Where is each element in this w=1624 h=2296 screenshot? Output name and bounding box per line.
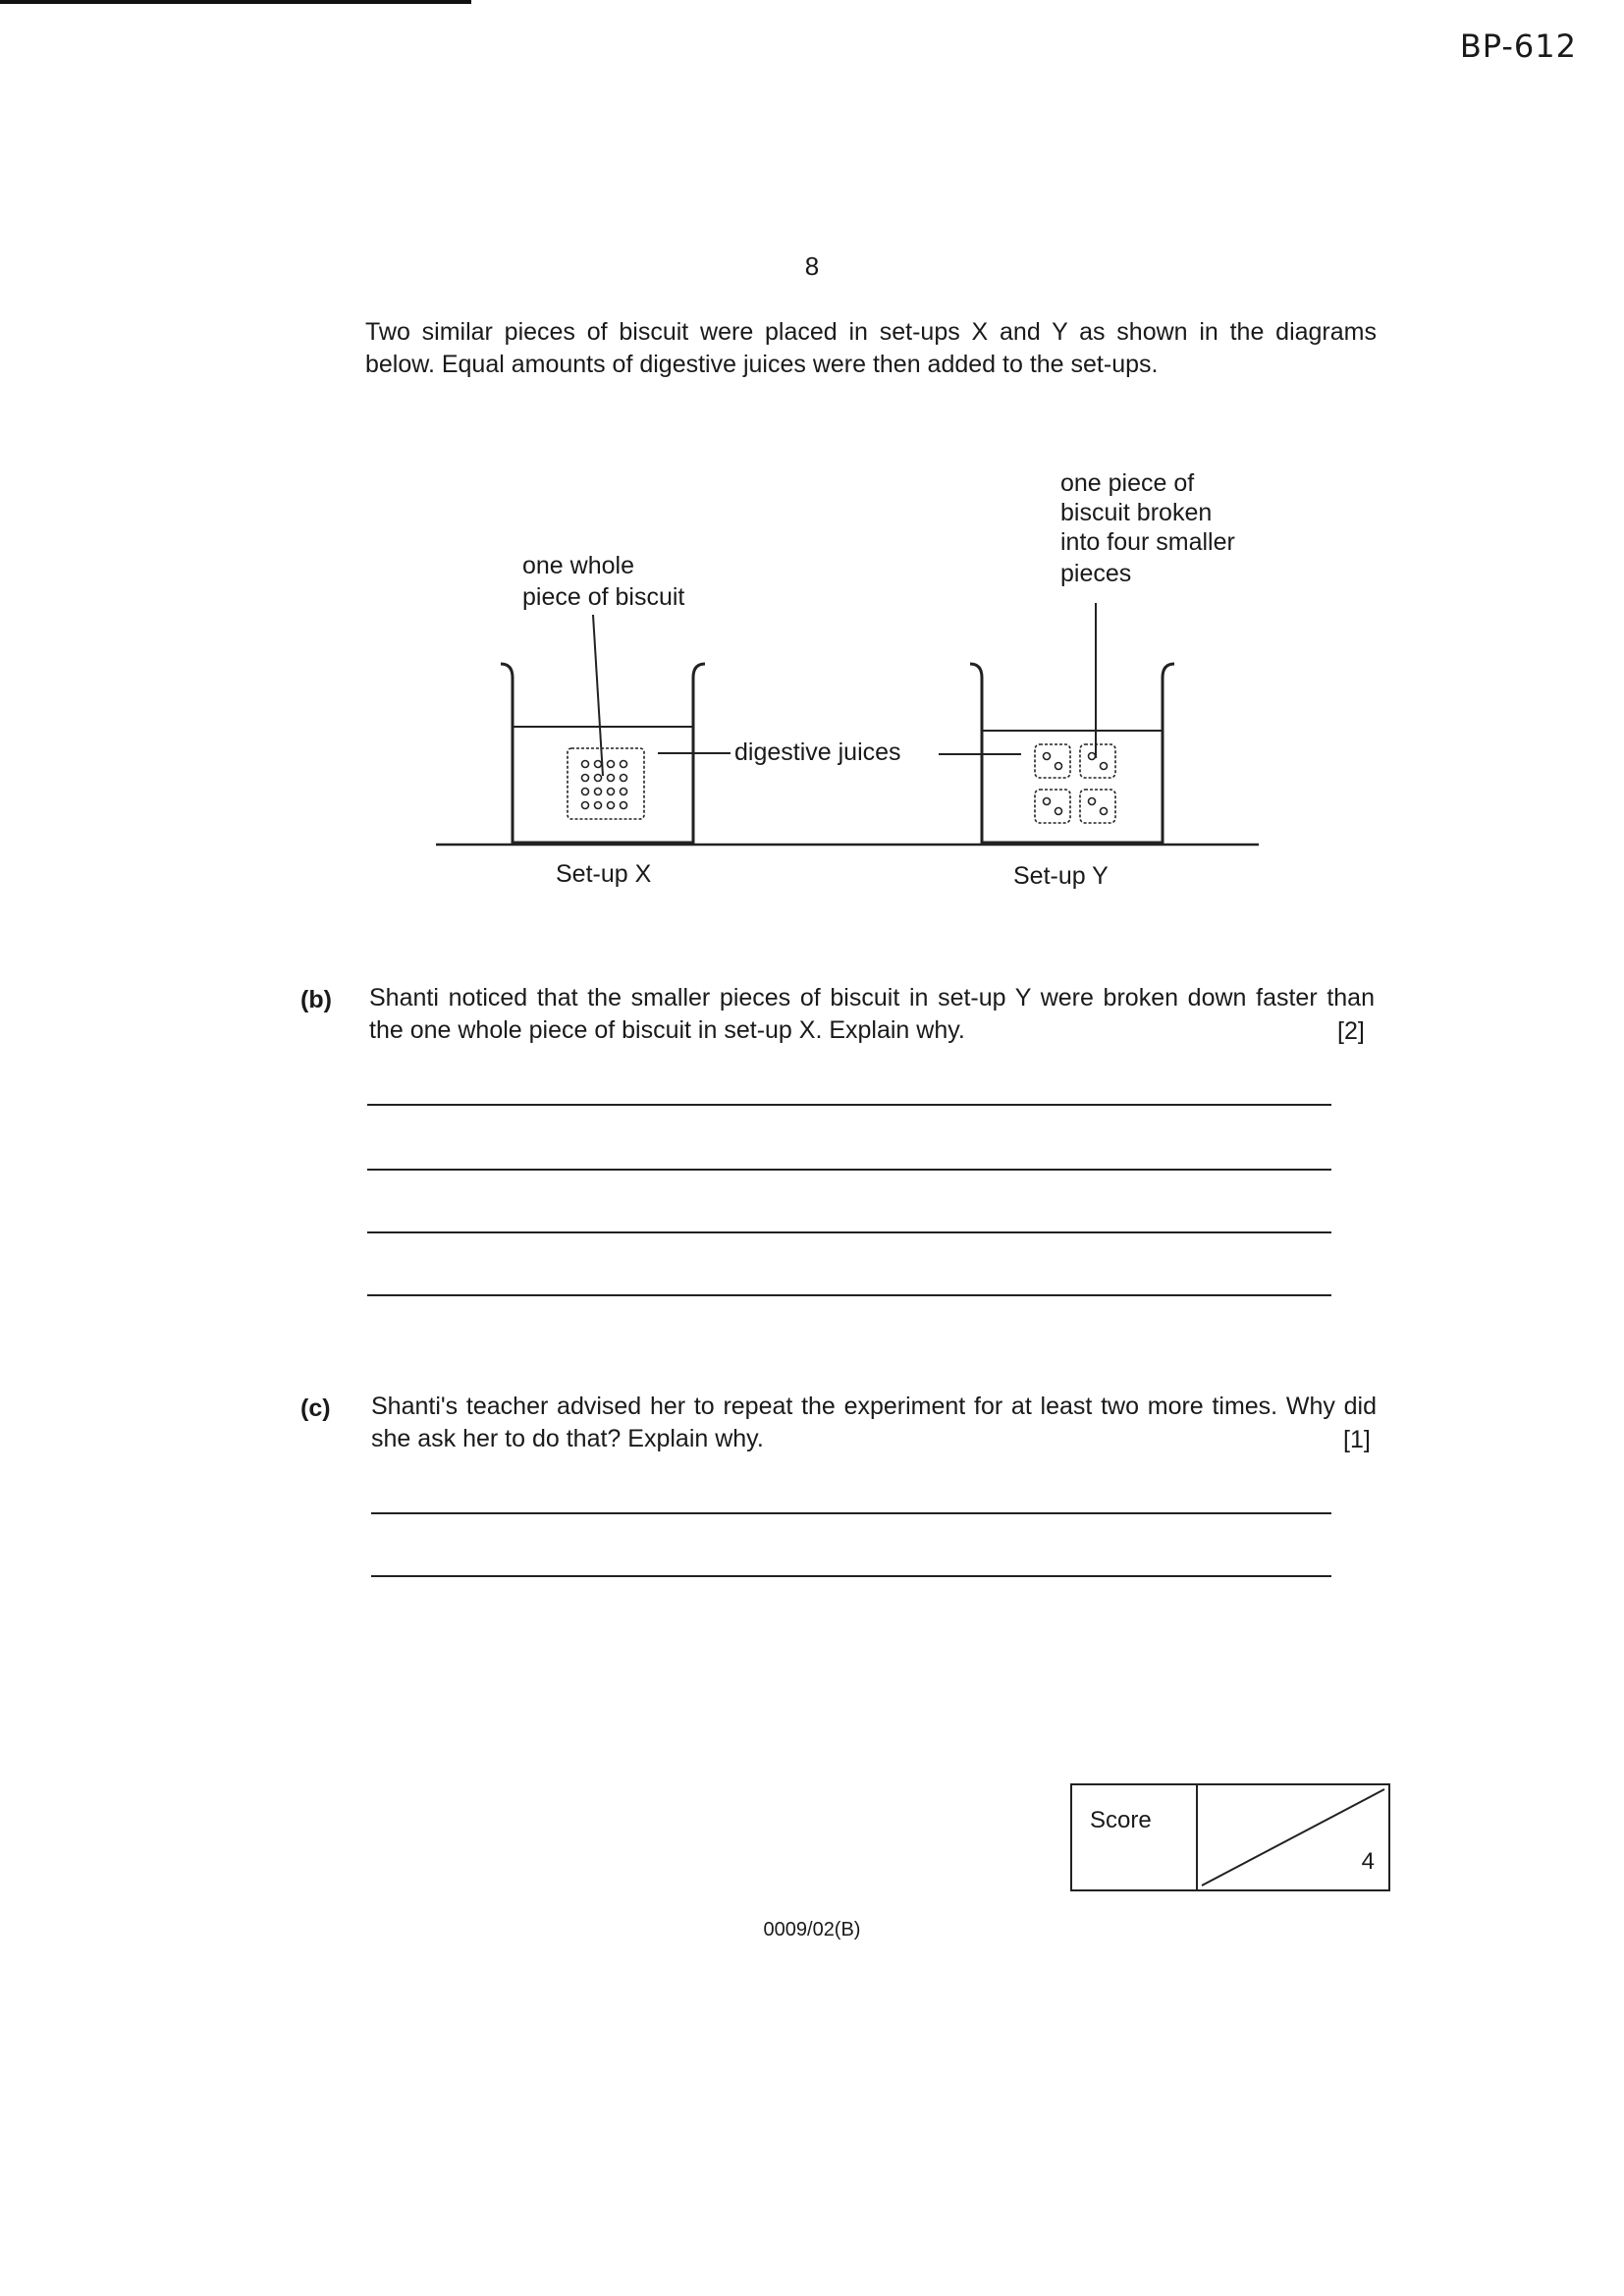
score-label-cell: [1072, 1785, 1198, 1889]
biscuit-piece: [1035, 790, 1070, 823]
label-setup-x: Set-up X: [556, 860, 652, 888]
answer-line[interactable]: [367, 1104, 1331, 1106]
answer-line[interactable]: [367, 1169, 1331, 1171]
beaker-x: [501, 664, 705, 843]
label-digestive-juices: digestive juices: [734, 738, 901, 766]
broken-biscuit-pieces: [1035, 744, 1115, 823]
score-entry-cell[interactable]: [1198, 1785, 1388, 1889]
answer-line[interactable]: [367, 1294, 1331, 1296]
biscuit-piece: [1080, 790, 1115, 823]
footer-code: 0009/02(B): [763, 1919, 861, 1941]
pointer-whole-biscuit: [593, 615, 603, 776]
top-rule: [0, 0, 471, 4]
page-number: 8: [804, 251, 820, 281]
label-broken-biscuit: biscuit broken: [1060, 499, 1213, 526]
label-whole-biscuit: piece of biscuit: [522, 583, 685, 611]
question-letter: (c): [300, 1394, 331, 1422]
label-whole-biscuit: one whole: [522, 552, 634, 579]
answer-line[interactable]: [367, 1231, 1331, 1233]
score-max: 4: [1361, 1848, 1375, 1875]
label-broken-biscuit: one piece of: [1060, 469, 1195, 497]
question-marks: [2]: [1337, 1017, 1365, 1045]
label-broken-biscuit: into four smaller: [1060, 528, 1235, 556]
question-text: Shanti's teacher advised her to repeat the experiment for at least two more times. Why did she ask her to do that? Explain why.: [371, 1393, 1377, 1452]
question-text: Shanti noticed that the smaller pieces of biscuit in set-up Y were broken down faster than the one whole piece of biscuit in set-up X. Explain why.: [369, 984, 1375, 1044]
label-setup-y: Set-up Y: [1013, 862, 1109, 890]
question-letter: (b): [300, 986, 332, 1013]
intro-text: Two similar pieces of biscuit were placed in set-ups X and Y as shown in the diagrams below. Equal amounts of digestive juices were then added to the set-ups.: [365, 318, 1377, 378]
whole-biscuit: [568, 748, 644, 819]
document-code: BP-612: [1459, 27, 1577, 65]
beaker-y: [970, 664, 1174, 843]
question-marks: [1]: [1343, 1426, 1371, 1453]
biscuit-piece: [1035, 744, 1070, 778]
score-label: Score: [1090, 1807, 1152, 1833]
label-broken-biscuit: pieces: [1060, 560, 1132, 587]
answer-line[interactable]: [371, 1512, 1331, 1514]
score-box: [1070, 1783, 1390, 1891]
biscuit-piece: [1080, 744, 1115, 778]
answer-line[interactable]: [371, 1575, 1331, 1577]
